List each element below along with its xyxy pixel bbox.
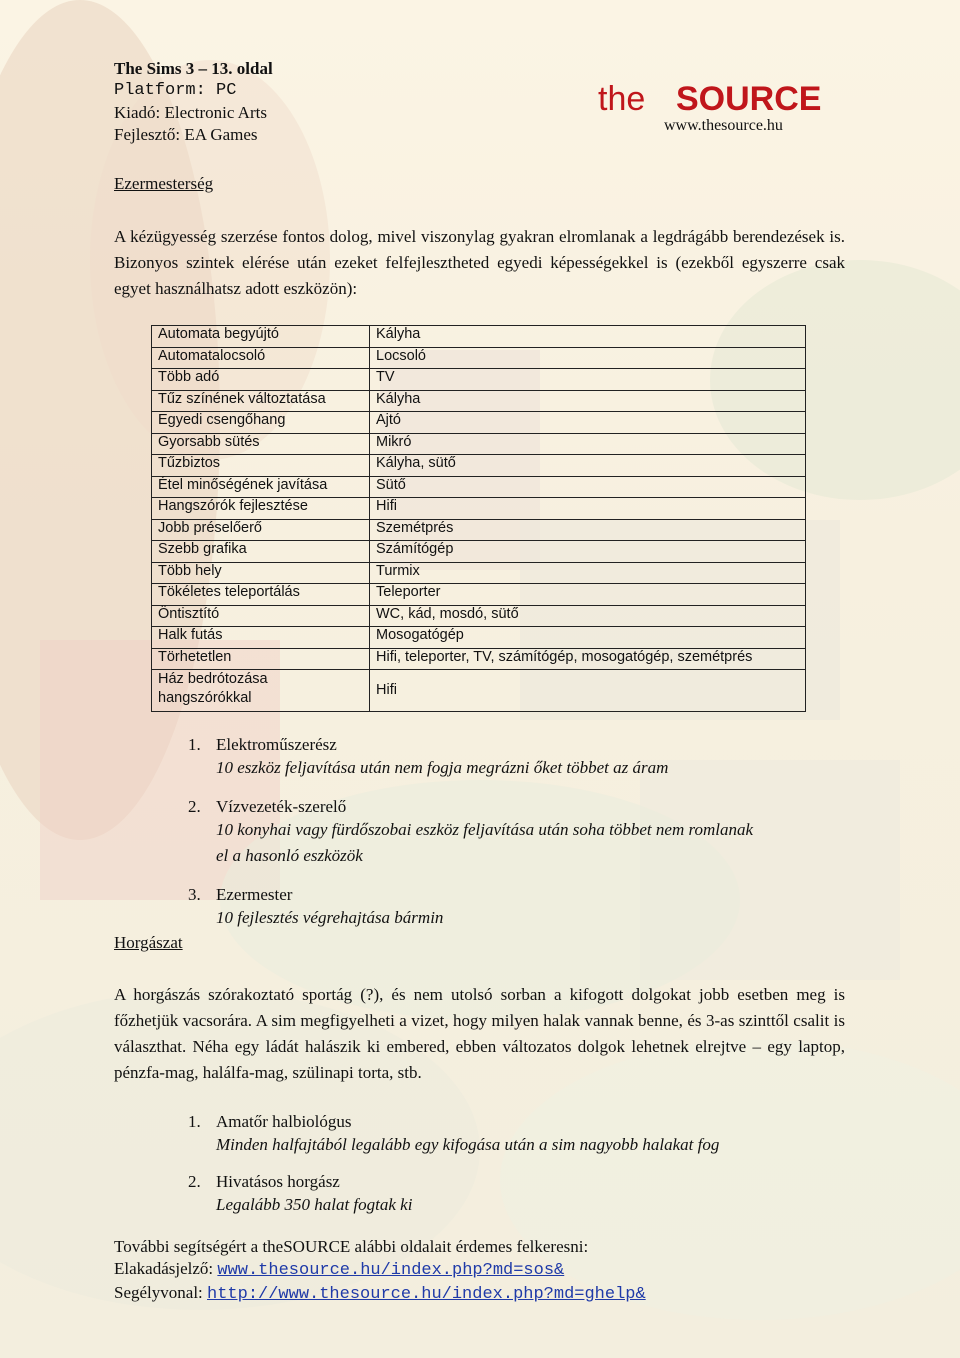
document-header xyxy=(114,58,273,146)
reward-title: Elektroműszerész xyxy=(216,735,337,754)
table-row xyxy=(152,369,806,391)
upgrade-name-cell: Öntisztító xyxy=(152,605,370,627)
reward-item xyxy=(188,735,758,787)
device-cell: Mosogatógép xyxy=(370,627,806,649)
fishing-intro: A horgászás szórakoztató sportág (?), és nem utolsó sorban a kifogott dolgokat jobb esetben meg is főzhetjük vacsorára. A sim megfigyelheti a vizet, hogy milyen halak vannak benne, és 3-as szinttől csalit is választhat. Néha egy ládát halászik ki embered, ebben változatos dolgok lehetnek elrejtve – egy laptop, pénzfa-mag, halálfa-mag, szülinapi torta, stb. xyxy=(114,985,845,1082)
sos-link[interactable]: www.thesource.hu/index.php?md=sos& xyxy=(217,1261,565,1280)
device-cell: Ajtó xyxy=(370,412,806,434)
help-label: Segélyvonal: xyxy=(114,1283,208,1302)
help-link[interactable]: http://www.thesource.hu/index.php?md=ghelp& xyxy=(207,1285,646,1304)
reward-item xyxy=(188,1112,719,1164)
device-cell: Locsoló xyxy=(370,347,806,369)
footer-line-sos xyxy=(114,1258,646,1282)
handiness-intro: A kézügyesség szerzése fontos dolog, mivel viszonylag gyakran elromlanak a legdrágább berendezések is. Bizonyos szintek elérése után ezeket felfejlesztheted egyedi képességekkel is (ezekből egyszerre csak egyet használhatsz adott eszközön): xyxy=(114,227,845,298)
upgrade-name-cell: Tökéletes teleportálás xyxy=(152,584,370,606)
upgrade-name-cell: Étel minőségének javítása xyxy=(152,476,370,498)
device-cell: Kályha xyxy=(370,390,806,412)
device-cell: TV xyxy=(370,369,806,391)
device-cell: Teleporter xyxy=(370,584,806,606)
publisher-line: Kiadó: Electronic Arts xyxy=(114,103,267,122)
logo-text-source: SOURCE xyxy=(676,80,822,118)
reward-item xyxy=(188,1172,719,1224)
reward-desc: 10 eszköz feljavítása után nem fogja megrázni őket többet az áram xyxy=(216,758,669,777)
table-row xyxy=(152,433,806,455)
device-cell: Hifi xyxy=(370,670,806,712)
reward-title: Amatőr halbiológus xyxy=(216,1112,352,1131)
reward-number: 2. xyxy=(188,1172,201,1191)
developer-line: Fejlesztő: EA Games xyxy=(114,125,258,144)
site-url: www.thesource.hu xyxy=(664,117,783,134)
upgrade-name-cell: Tűzbiztos xyxy=(152,455,370,477)
fishing-rewards xyxy=(188,1112,719,1224)
game-title: The Sims 3 – 13. oldal xyxy=(114,59,273,78)
device-cell: Sütő xyxy=(370,476,806,498)
table-row xyxy=(152,390,806,412)
upgrade-name-cell: Automata begyújtó xyxy=(152,326,370,348)
device-cell: Hifi xyxy=(370,498,806,520)
reward-number: 1. xyxy=(188,735,201,754)
table-row xyxy=(152,455,806,477)
footer xyxy=(114,1236,646,1306)
sos-label: Elakadásjelző: xyxy=(114,1259,218,1278)
reward-item xyxy=(188,885,758,937)
upgrade-name-cell: Hangszórók fejlesztése xyxy=(152,498,370,520)
table-row xyxy=(152,627,806,649)
table-row xyxy=(152,605,806,627)
reward-number: 2. xyxy=(188,797,201,816)
footer-intro: További segítségért a theSOURCE alábbi oldalait érdemes felkeresni: xyxy=(114,1237,589,1256)
table-row xyxy=(152,326,806,348)
handiness-rewards xyxy=(188,735,758,937)
upgrade-name-cell: Több hely xyxy=(152,562,370,584)
table-row xyxy=(152,670,806,712)
logo-text-the: the xyxy=(598,80,646,118)
footer-line-help xyxy=(114,1282,646,1306)
reward-desc: 10 fejlesztés végrehajtása bármin xyxy=(216,908,444,927)
upgrade-name-cell: Törhetetlen xyxy=(152,648,370,670)
device-cell: Számítógép xyxy=(370,541,806,563)
device-cell: Kályha xyxy=(370,326,806,348)
device-cell: Kályha, sütő xyxy=(370,455,806,477)
thesource-logo xyxy=(598,78,844,118)
table-row xyxy=(152,584,806,606)
reward-desc: 10 konyhai vagy fürdőszobai eszköz feljavítása után soha többet nem romlanak el a hasonló eszközök xyxy=(216,820,754,865)
table-row xyxy=(152,412,806,434)
upgrade-table xyxy=(151,325,806,712)
device-cell: Szemétprés xyxy=(370,519,806,541)
upgrade-name-cell: Ház bedrótozása hangszórókkal xyxy=(152,670,370,712)
reward-title: Ezermester xyxy=(216,885,293,904)
upgrade-name-cell: Szebb grafika xyxy=(152,541,370,563)
reward-number: 3. xyxy=(188,885,201,904)
table-row xyxy=(152,648,806,670)
upgrade-name-cell: Automatalocsoló xyxy=(152,347,370,369)
reward-desc: Legalább 350 halat fogtak ki xyxy=(216,1195,413,1214)
device-cell: Turmix xyxy=(370,562,806,584)
table-row xyxy=(152,498,806,520)
device-cell: WC, kád, mosdó, sütő xyxy=(370,605,806,627)
table-row xyxy=(152,519,806,541)
upgrade-name-cell: Gyorsabb sütés xyxy=(152,433,370,455)
upgrade-name-cell: Egyedi csengőhang xyxy=(152,412,370,434)
upgrade-name-cell: Jobb préselőerő xyxy=(152,519,370,541)
upgrade-name-cell: Tűz színének változtatása xyxy=(152,390,370,412)
reward-desc: Minden halfajtából legalább egy kifogása után a sim nagyobb halakat fog xyxy=(216,1135,720,1154)
table-row xyxy=(152,476,806,498)
platform-line: Platform: PC xyxy=(114,81,237,100)
table-row xyxy=(152,541,806,563)
device-cell: Hifi, teleporter, TV, számítógép, mosogatógép, szemétprés xyxy=(370,648,806,670)
upgrade-name-cell: Halk futás xyxy=(152,627,370,649)
section-title-handiness: Ezermesterség xyxy=(114,174,214,193)
device-cell: Mikró xyxy=(370,433,806,455)
upgrade-name-cell: Több adó xyxy=(152,369,370,391)
reward-number: 1. xyxy=(188,1112,201,1131)
reward-title: Vízvezeték-szerelő xyxy=(216,797,347,816)
section-title-fishing: Horgászat xyxy=(114,933,183,952)
table-row xyxy=(152,562,806,584)
table-row xyxy=(152,347,806,369)
reward-item xyxy=(188,797,758,882)
reward-title: Hivatásos horgász xyxy=(216,1172,340,1191)
